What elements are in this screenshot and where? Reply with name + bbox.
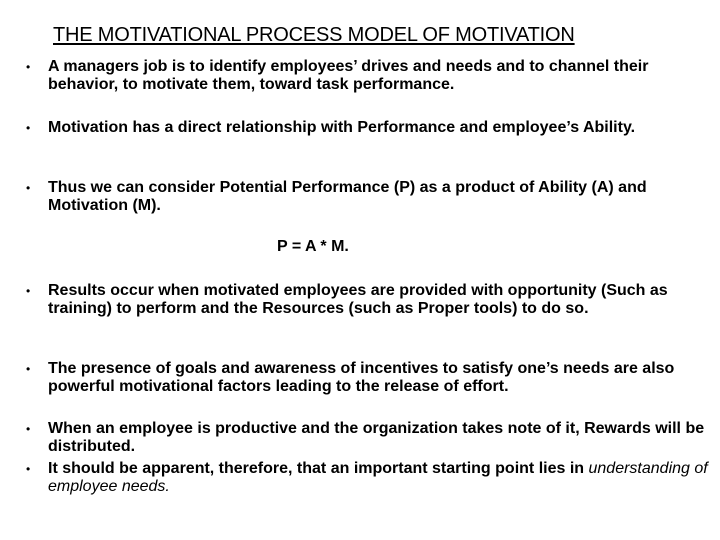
bullet-text-prefix: It should be apparent, therefore, that an important starting point lies in bbox=[48, 460, 585, 477]
bullet-dot-icon: • bbox=[26, 362, 31, 376]
bullet-text: A managers job is to identify employees’ drives and needs and to channel their behavior, to motivate them, toward task performance. bbox=[48, 58, 649, 93]
bullet-text: Motivation has a direct relationship with Performance and employee’s Ability. bbox=[48, 119, 636, 136]
bullet-text bbox=[48, 460, 708, 496]
formula: P = A * M. bbox=[277, 238, 349, 255]
bullet-text: Thus we can consider Potential Performance (P) as a product of Ability (A) and Motivation (M). bbox=[48, 179, 647, 214]
slide-title: THE MOTIVATIONAL PROCESS MODEL OF MOTIVATION bbox=[53, 24, 575, 46]
bullet-dot-icon: • bbox=[26, 284, 31, 298]
bullet-dot-icon: • bbox=[26, 60, 31, 74]
bullet-dot-icon: • bbox=[26, 462, 31, 476]
bullet-dot-icon: • bbox=[26, 181, 31, 195]
bullet-text: Results occur when motivated employees are provided with opportunity (Such as training) to perform and the Resources (such as Proper tools) to do so. bbox=[48, 282, 668, 317]
bullet-dot-icon: • bbox=[26, 422, 31, 436]
bullet-text: The presence of goals and awareness of incentives to satisfy one’s needs are also powerful motivational factors leading to the release of effort. bbox=[48, 360, 675, 395]
bullet-dot-icon: • bbox=[26, 121, 31, 135]
bullet-text-italic: understanding of employee needs. bbox=[48, 460, 708, 495]
bullet-text: When an employee is productive and the organization takes note of it, Rewards will be distributed. bbox=[48, 420, 705, 455]
